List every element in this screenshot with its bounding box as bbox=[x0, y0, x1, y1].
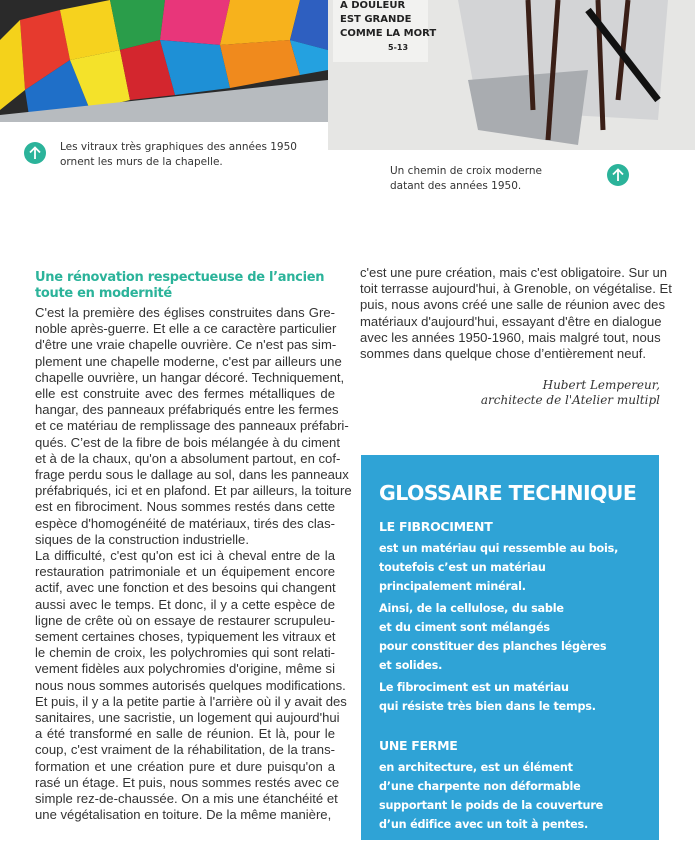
text-line: et solides. bbox=[379, 659, 443, 672]
left-photo-caption: Les vitraux très graphiques des années 1950 ornent les murs de la chapelle. bbox=[60, 141, 297, 168]
text-line: qui résiste très bien dans le temps. bbox=[379, 700, 596, 713]
paragraph bbox=[360, 265, 672, 362]
text-line: est un matériau qui ressemble au bois, bbox=[379, 542, 619, 555]
text-line: frage perdu sous le dallage au sol, dans les panneaux bbox=[35, 467, 349, 483]
text-line: et du ciment sont mélangés bbox=[379, 621, 550, 634]
text-line: C'est la première des églises construites dans Gre- bbox=[35, 305, 335, 320]
text-line: avec les années 1950-1960, mais malgré tout, nous bbox=[360, 329, 661, 345]
way-of-the-cross-photo bbox=[328, 0, 695, 150]
paragraph bbox=[35, 305, 352, 548]
text-line: matériaux d'aujourd'hui, essayant d'être en dialogue bbox=[360, 313, 662, 329]
text-line: vement fidèles aux polychromies d'origine, même si bbox=[35, 661, 335, 677]
text-line: siques de la construction industrielle. bbox=[35, 531, 249, 547]
text-line: formation et une création pure et dure puisqu'on a bbox=[35, 758, 335, 774]
arrow-up-icon bbox=[607, 164, 629, 186]
text-line: sement certaines choses, typiquement les vitraux et bbox=[35, 629, 336, 645]
text-line: d’une charpente non déformable bbox=[379, 780, 581, 793]
svg-text:EST GRANDE: EST GRANDE bbox=[340, 14, 412, 25]
text-line: chapelle ouvrière, un hangar décoré. Techniquement, bbox=[35, 369, 345, 385]
text-line: pour constituer des planches légères bbox=[379, 640, 607, 653]
right-photo-caption: Un chemin de croix moderne datant des années 1950. bbox=[390, 165, 542, 192]
text-line: noble après-guerre. Et elle a ce caractère particulier bbox=[35, 321, 337, 337]
text-line: Ainsi, de la cellulose, du sable bbox=[379, 602, 564, 615]
text-line: d'être une vraie chapelle ouvrière. Ce n'est pas sim- bbox=[35, 337, 337, 353]
article-body-right bbox=[360, 265, 672, 362]
text-line: elle est construite avec des fermes métalliques de bbox=[35, 386, 335, 402]
article-body-left bbox=[35, 305, 352, 824]
text-line: Et puis, il y a la petite partie à l'arrière où il y avait des bbox=[35, 693, 347, 709]
text-line: La difficulté, c'est qu'on est ici à cheval entre de la bbox=[35, 548, 335, 564]
text-line: toutefois c’est un matériau bbox=[379, 561, 546, 574]
text-line: ligne de crête où on essaye de restaurer scrupuleu- bbox=[35, 612, 335, 628]
text-line: supportant le poids de la couverture bbox=[379, 799, 604, 812]
text-line: et ce matériau de remplissage des panneaux préfabri- bbox=[35, 418, 349, 434]
glossary-title: GLOSSAIRE TECHNIQUE bbox=[379, 481, 637, 505]
text-line: plement une chapelle moderne, c'est par ailleurs une bbox=[35, 353, 342, 369]
text-line: préfabriqués, ici et en plafond. Et par ailleurs, la toiture bbox=[35, 483, 352, 499]
text-line: et à de la chaux, qu'on a absolument partout, en cof- bbox=[35, 450, 341, 466]
text-line: en architecture, est un élément bbox=[379, 761, 573, 774]
text-line: toit terrasse aujourd'hui, à Grenoble, on végétalise. Et bbox=[360, 281, 672, 297]
stained-glass-photo bbox=[0, 0, 328, 122]
text-line: c'est une pure création, mais c'est obligatoire. Sur un bbox=[360, 265, 668, 280]
text-line: principalement minéral. bbox=[379, 580, 526, 593]
text-line: simple rez-de-chaussée. On a mis une étanchéité et bbox=[35, 791, 338, 807]
glossary-box bbox=[361, 455, 659, 840]
text-line: hangar, des panneaux préfabriqués entre les fermes bbox=[35, 402, 339, 418]
text-line: nous nous sommes autorisés quelques modifications. bbox=[35, 677, 346, 693]
glossary-term: UNE FERME bbox=[379, 738, 458, 753]
text-line: actif, avec une fonction et des besoins qui changent bbox=[35, 580, 336, 596]
svg-text:5-13: 5-13 bbox=[388, 43, 409, 52]
text-line: espèce d'homogénéité de matériaux, tirés des clas- bbox=[35, 515, 335, 531]
paragraph bbox=[35, 548, 347, 823]
section-heading: Une rénovation respectueuse de l’ancien toute en modernité bbox=[35, 270, 325, 301]
text-line: rasé un étage. Et puis, nous sommes restés avec ce bbox=[35, 774, 340, 790]
text-line: sommes dans quelque chose d’entièrement neuf. bbox=[360, 346, 647, 362]
glossary-term: LE FIBROCIMENT bbox=[379, 519, 493, 534]
signature: Hubert Lempereur, architecte de l'Atelier multipl bbox=[480, 378, 660, 407]
glossary-definition bbox=[379, 539, 641, 716]
text-line: Le fibrociment est un matériau bbox=[379, 681, 569, 694]
text-line: qués. C’est de la fibre de bois mélangée à du ciment bbox=[35, 434, 340, 450]
text-line: coup, c'est vraiment de la réhabilitation, de la trans- bbox=[35, 742, 335, 758]
text-line: le chemin de croix, les polychromies qui sont relati- bbox=[35, 645, 335, 661]
text-line: aussi avec le temps. Et donc, il y a cette espèce de bbox=[35, 596, 335, 612]
glossary-definition bbox=[379, 758, 641, 834]
svg-text:COMME LA MORT: COMME LA MORT bbox=[340, 28, 437, 39]
arrow-up-icon bbox=[24, 142, 46, 164]
text-line: une végétalisation en toiture. De la même manière, bbox=[35, 807, 332, 823]
text-line: puis, nous avons créé une salle de réunion avec des bbox=[360, 297, 665, 313]
text-line: a été transformé en salle de réunion. Et là, pour le bbox=[35, 726, 335, 742]
svg-text:A DOULEUR: A DOULEUR bbox=[340, 0, 406, 11]
text-line: est en fibrociment. Nous sommes restés dans cette bbox=[35, 499, 335, 515]
text-line: restauration patrimoniale et un équipement encore bbox=[35, 564, 335, 580]
text-line: d’un édifice avec un toit à pentes. bbox=[379, 818, 589, 831]
text-line: sanitaires, une sacristie, un logement qui aujourd'hui bbox=[35, 710, 340, 726]
